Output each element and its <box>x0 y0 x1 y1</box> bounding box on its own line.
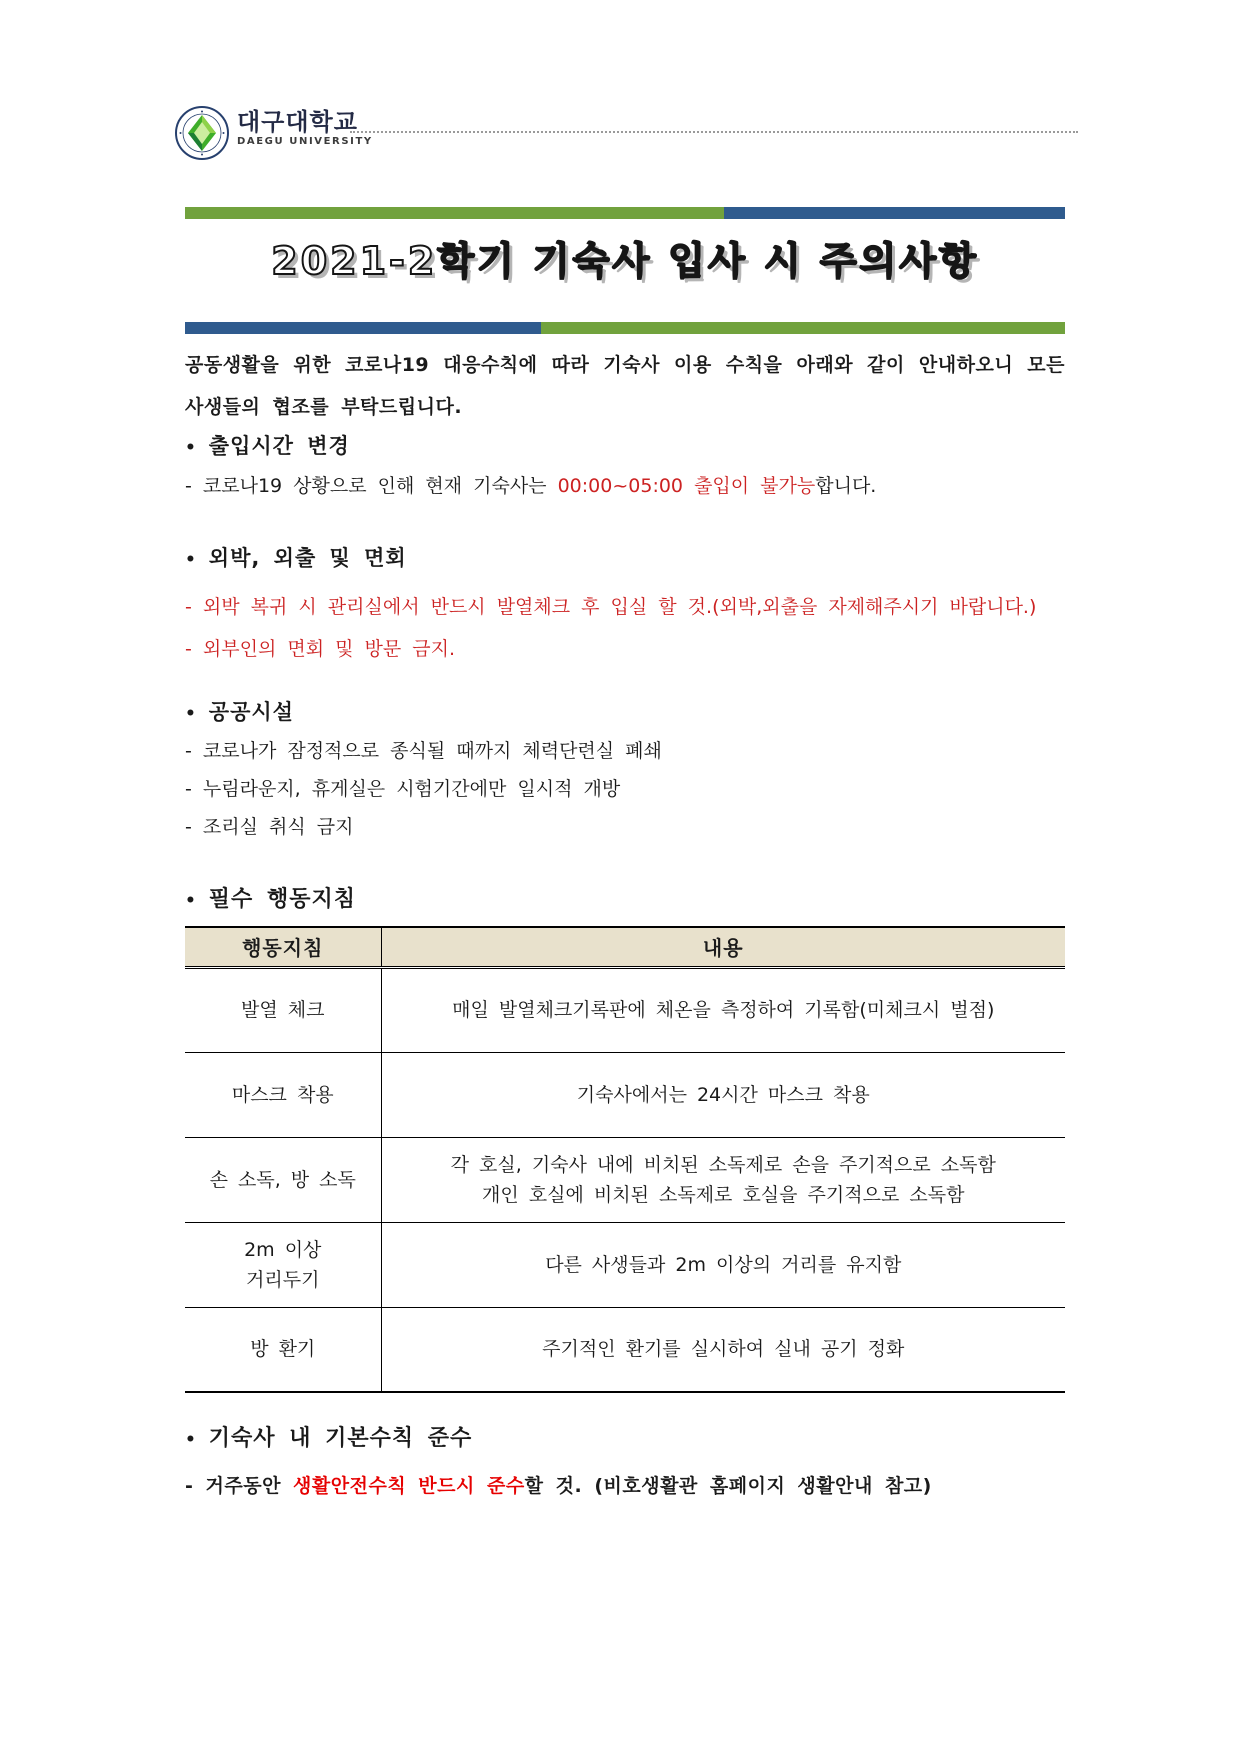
table-header-row <box>185 927 1065 967</box>
cell-line: 발열 체크 <box>241 999 325 1021</box>
intro-paragraph: 공동생활을 위한 코로나19 대응수칙에 따라 기숙사 이용 수칙을 아래와 같이 안내하오니 모든 사생들의 협조를 부탁드립니다. <box>185 354 1065 418</box>
list-item <box>185 628 1065 670</box>
cell-line: 주기적인 환기를 실시하여 실내 공기 정화 <box>542 1338 905 1361</box>
text-segment: - 조리실 취식 금지 <box>185 816 354 838</box>
table-header-content: 내용 <box>381 927 1065 967</box>
list-item <box>185 808 1065 846</box>
text-segment: - 외박 복귀 시 관리실에서 반드시 발열체크 후 입실 할 것.(외박,외출을 자제해주시기 바랍니다.) <box>185 596 1037 618</box>
text-segment: - 거주동안 <box>185 1475 294 1497</box>
text-segment: 합니다. <box>815 475 877 497</box>
page-title: 2021-2학기 기숙사 입사 시 주의사항 <box>271 239 979 283</box>
text-segment: - 누림라운지, 휴게실은 시험기간에만 일시적 개방 <box>185 778 621 800</box>
cell-line: 2m 이상 <box>244 1238 322 1261</box>
rules-table-body <box>185 967 1065 1392</box>
text-segment: 생활안전수칙 반드시 준수 <box>293 1475 525 1497</box>
text-segment: - 코로나19 상황으로 인해 현재 기숙사는 <box>185 475 558 497</box>
action-cell <box>185 967 381 1052</box>
document-body <box>185 334 1065 1506</box>
action-cell <box>185 1222 381 1307</box>
page-header <box>175 106 1080 164</box>
table-row <box>185 1307 1065 1392</box>
table-row <box>185 967 1065 1052</box>
logo-english-name: DAEGU UNIVERSITY <box>237 136 373 147</box>
cell-line: 다른 사생들과 2m 이상의 거리를 유지함 <box>545 1253 902 1276</box>
cell-line: 기숙사에서는 24시간 마스크 착용 <box>576 1083 870 1106</box>
table-row <box>185 1137 1065 1222</box>
table-row <box>185 1052 1065 1137</box>
footer-section-heading: • 기숙사 내 기본수칙 준수 <box>185 1419 1065 1460</box>
section-entry-hours <box>185 428 1065 506</box>
text-segment: - 외부인의 면회 및 방문 금지. <box>185 638 455 660</box>
section-heading: • 출입시간 변경 <box>185 428 1065 466</box>
table-row <box>185 1222 1065 1307</box>
logo-korean-name: 대구대학교 <box>237 108 358 136</box>
top-accent-bar <box>185 207 1065 219</box>
list-item <box>185 732 1065 770</box>
header-dotted-rule <box>350 131 1078 133</box>
bottom-accent-bar <box>185 322 1065 334</box>
rules-table <box>185 926 1065 1393</box>
cell-line: 거리두기 <box>246 1268 320 1291</box>
bottom-bar-blue-segment <box>185 322 541 334</box>
title-container <box>185 224 1065 298</box>
table-section-heading: • 필수 행동지침 <box>185 880 1065 921</box>
section-items <box>185 586 1065 670</box>
logo-text <box>237 108 373 148</box>
cell-line: 매일 발열체크기록판에 체온을 측정하여 기록함(미체크시 벌점) <box>452 999 995 1021</box>
rules-table-head <box>185 927 1065 967</box>
section-heading: • 외박, 외출 및 면회 <box>185 540 1065 578</box>
cell-line: 각 호실, 기숙사 내에 비치된 소독제로 손을 주기적으로 소독함 <box>450 1153 996 1176</box>
action-cell <box>185 1137 381 1222</box>
section-overnight-visits <box>185 540 1065 670</box>
list-item <box>185 586 1065 628</box>
section-items <box>185 732 1065 846</box>
content-cell <box>381 1137 1065 1222</box>
top-bar-blue-segment <box>724 207 1065 219</box>
list-item <box>185 770 1065 808</box>
text-segment: - 코로나가 잠정적으로 종식될 때까지 체력단련실 폐쇄 <box>185 740 662 762</box>
text-segment: 00:00~05:00 출입이 불가능 <box>557 475 816 497</box>
section-heading: • 공공시설 <box>185 694 1065 732</box>
section-items <box>185 466 1065 506</box>
university-seal-icon <box>175 106 229 160</box>
content-cell <box>381 1222 1065 1307</box>
footer-rule-line <box>185 1466 1065 1506</box>
section-public-facilities <box>185 694 1065 846</box>
content-cell <box>381 967 1065 1052</box>
content-cell <box>381 1307 1065 1392</box>
top-bar-green-segment <box>185 207 724 219</box>
cell-line: 손 소독, 방 소독 <box>209 1168 356 1191</box>
action-cell <box>185 1052 381 1137</box>
text-segment: 할 것. (비호생활관 홈페이지 생활안내 참고) <box>524 1475 932 1497</box>
content-cell <box>381 1052 1065 1137</box>
cell-line: 방 환기 <box>250 1338 316 1361</box>
table-header-action: 행동지침 <box>185 927 381 967</box>
action-cell <box>185 1307 381 1392</box>
cell-line: 개인 호실에 비치된 소독제로 호실을 주기적으로 소독함 <box>482 1183 965 1206</box>
bottom-bar-green-segment <box>541 322 1065 334</box>
list-item <box>185 466 1065 506</box>
cell-line: 마스크 착용 <box>231 1083 334 1106</box>
